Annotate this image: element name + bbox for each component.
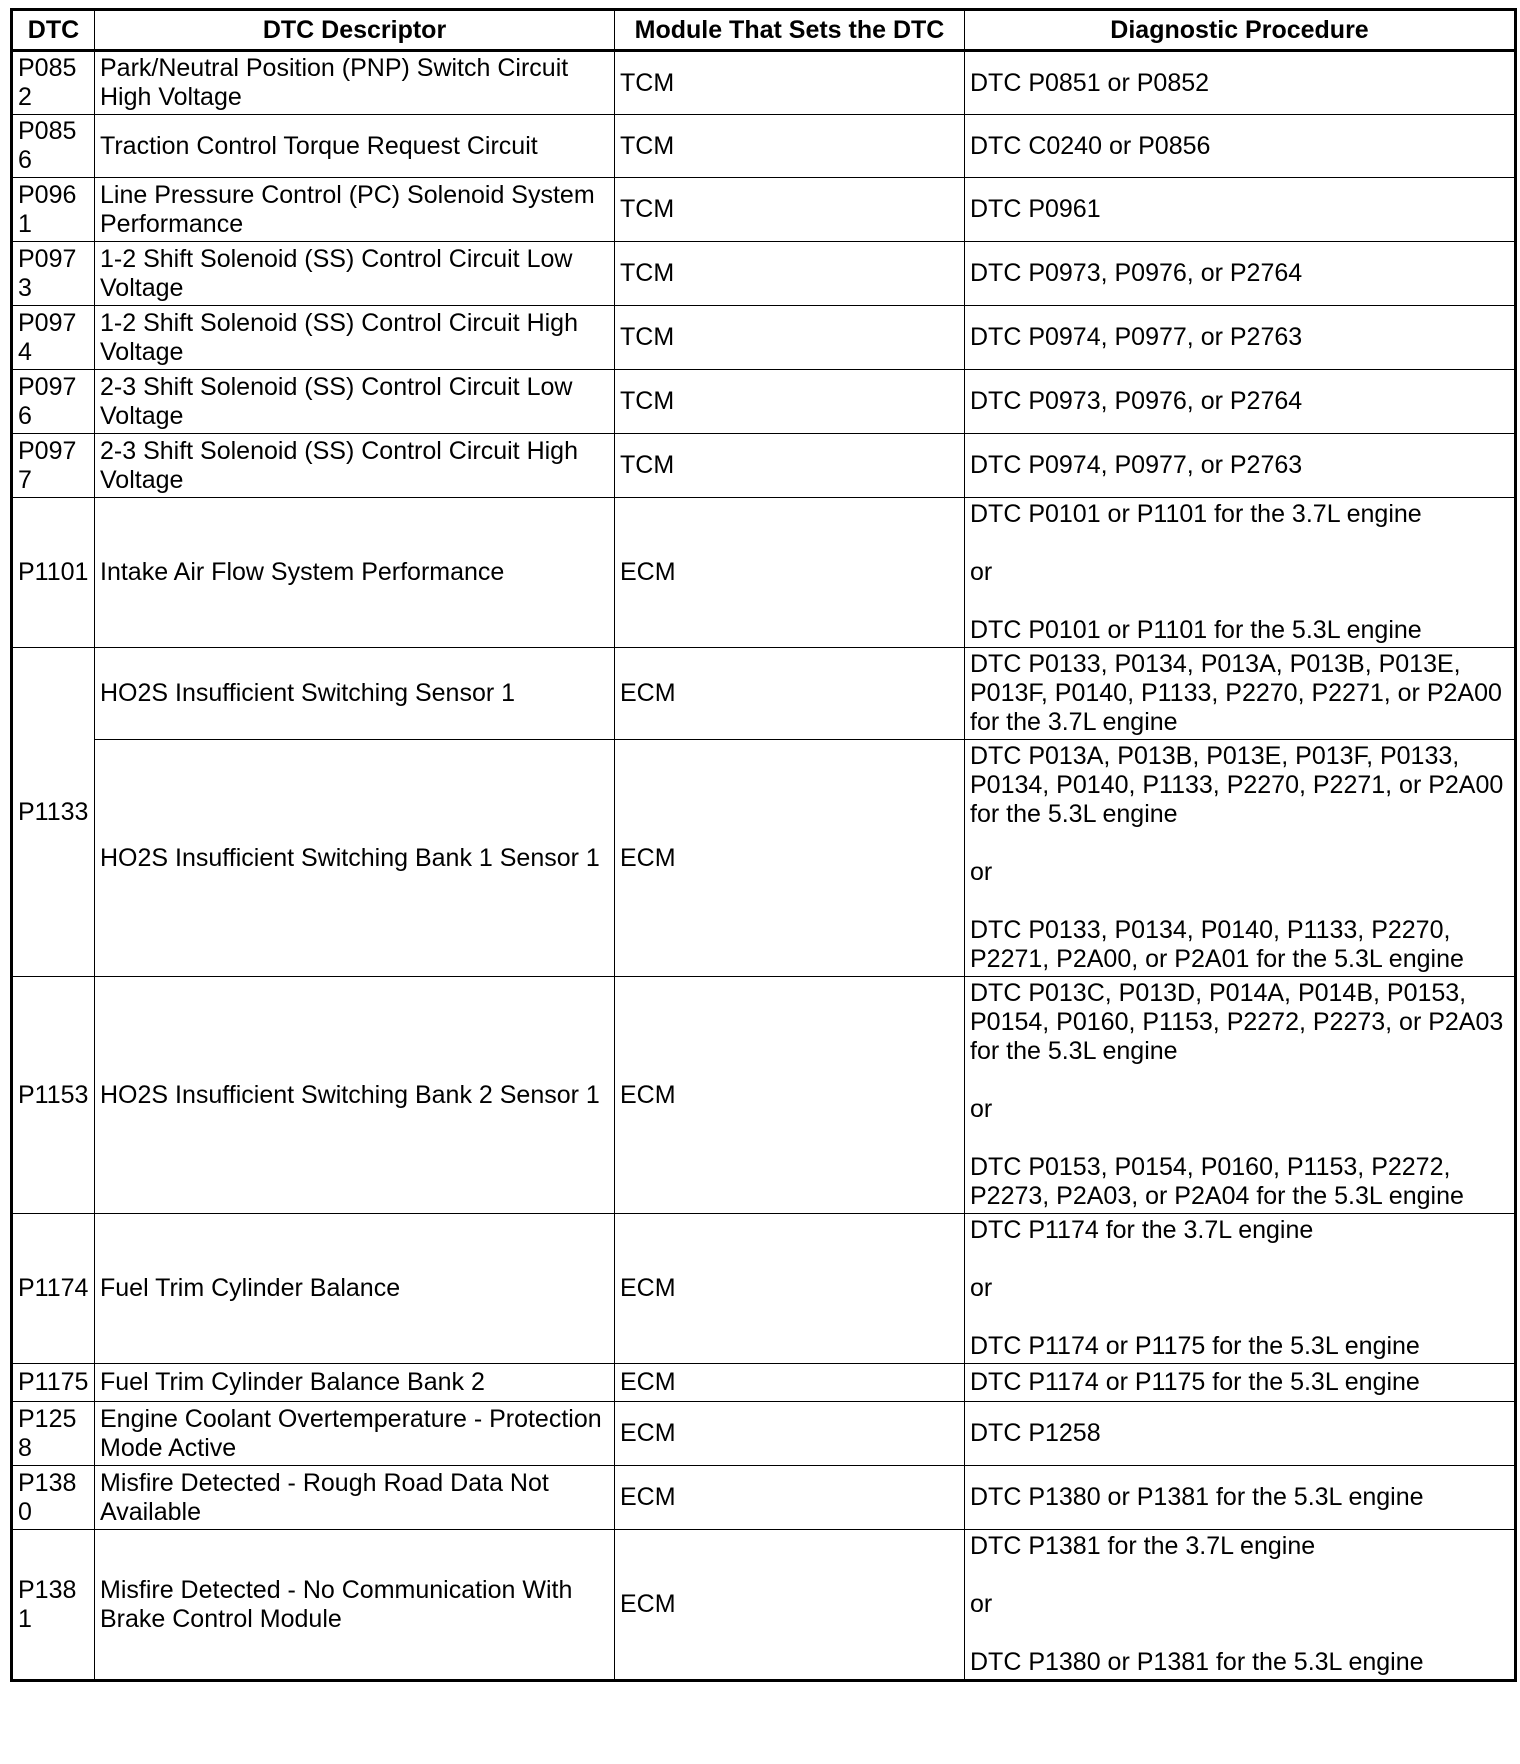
procedure-line: DTC P1380 or P1381 for the 5.3L engine	[970, 1483, 1424, 1511]
dtc-code: P1133	[12, 648, 95, 977]
procedure-line: DTC P0133, P0134, P013A, P013B, P013E, P013F, P0140, P1133, P2270, P2271, or P2A00 for the 3.7L engine	[970, 650, 1502, 736]
dtc-code: P1175	[12, 1364, 95, 1402]
dtc-module: TCM	[615, 434, 965, 498]
dtc-procedure	[965, 1530, 1516, 1681]
dtc-module: TCM	[615, 51, 965, 115]
dtc-descriptor: Fuel Trim Cylinder Balance	[95, 1214, 615, 1364]
procedure-line: DTC P1174 or P1175 for the 5.3L engine	[970, 1332, 1420, 1360]
table-body	[12, 51, 1516, 1681]
dtc-procedure	[965, 498, 1516, 648]
dtc-code: P0856	[12, 115, 95, 178]
dtc-module: ECM	[615, 498, 965, 648]
table-row	[12, 1364, 1516, 1402]
dtc-code: P0973	[12, 242, 95, 306]
dtc-procedure	[965, 178, 1516, 242]
dtc-procedure	[965, 434, 1516, 498]
table-row	[12, 498, 1516, 648]
dtc-descriptor: 1-2 Shift Solenoid (SS) Control Circuit Low Voltage	[95, 242, 615, 306]
dtc-descriptor: Misfire Detected - Rough Road Data Not Available	[95, 1466, 615, 1530]
procedure-line: DTC P0973, P0976, or P2764	[970, 259, 1303, 287]
procedure-line: DTC P013A, P013B, P013E, P013F, P0133, P0134, P0140, P1133, P2270, P2271, or P2A00 for the 5.3L engine	[970, 742, 1504, 828]
table-row	[12, 648, 1516, 740]
table-row	[12, 306, 1516, 370]
dtc-module: ECM	[615, 740, 965, 977]
dtc-procedure	[965, 370, 1516, 434]
dtc-descriptor: HO2S Insufficient Switching Bank 2 Sensor 1	[95, 977, 615, 1214]
header-module: Module That Sets the DTC	[615, 10, 965, 51]
dtc-module: ECM	[615, 1466, 965, 1530]
dtc-module: TCM	[615, 370, 965, 434]
header-dtc: DTC	[12, 10, 95, 51]
dtc-code: P1153	[12, 977, 95, 1214]
dtc-procedure	[965, 51, 1516, 115]
table-row	[12, 740, 1516, 977]
dtc-procedure	[965, 1402, 1516, 1466]
dtc-descriptor: Fuel Trim Cylinder Balance Bank 2	[95, 1364, 615, 1402]
procedure-or: or	[970, 1590, 993, 1618]
table-row	[12, 434, 1516, 498]
dtc-descriptor: 2-3 Shift Solenoid (SS) Control Circuit Low Voltage	[95, 370, 615, 434]
procedure-line: DTC P1381 for the 3.7L engine	[970, 1532, 1316, 1560]
dtc-module: ECM	[615, 1530, 965, 1681]
procedure-line: DTC P1174 for the 3.7L engine	[970, 1216, 1314, 1244]
dtc-descriptor: Traction Control Torque Request Circuit	[95, 115, 615, 178]
dtc-descriptor: HO2S Insufficient Switching Bank 1 Sensor 1	[95, 740, 615, 977]
dtc-descriptor: Intake Air Flow System Performance	[95, 498, 615, 648]
procedure-or: or	[970, 1274, 993, 1302]
procedure-line: DTC P1174 or P1175 for the 5.3L engine	[970, 1368, 1420, 1396]
header-procedure: Diagnostic Procedure	[965, 10, 1516, 51]
procedure-line: DTC P0133, P0134, P0140, P1133, P2270, P2271, P2A00, or P2A01 for the 5.3L engine	[970, 916, 1464, 973]
dtc-module: TCM	[615, 242, 965, 306]
dtc-descriptor: Engine Coolant Overtemperature - Protection Mode Active	[95, 1402, 615, 1466]
procedure-line: DTC P0101 or P1101 for the 3.7L engine	[970, 500, 1422, 528]
dtc-code: P0976	[12, 370, 95, 434]
procedure-line: DTC P0101 or P1101 for the 5.3L engine	[970, 616, 1422, 644]
dtc-code: P1258	[12, 1402, 95, 1466]
table-row	[12, 1530, 1516, 1681]
procedure-line: DTC P1258	[970, 1419, 1101, 1447]
dtc-descriptor: 2-3 Shift Solenoid (SS) Control Circuit High Voltage	[95, 434, 615, 498]
dtc-code: P1381	[12, 1530, 95, 1681]
procedure-line: DTC P0961	[970, 195, 1101, 223]
dtc-code: P0974	[12, 306, 95, 370]
procedure-or: or	[970, 858, 993, 886]
dtc-code: P1380	[12, 1466, 95, 1530]
dtc-procedure	[965, 242, 1516, 306]
table-row	[12, 1402, 1516, 1466]
table-row	[12, 370, 1516, 434]
procedure-line: DTC P0153, P0154, P0160, P1153, P2272, P2273, P2A03, or P2A04 for the 5.3L engine	[970, 1153, 1464, 1210]
table-row	[12, 1466, 1516, 1530]
dtc-descriptor: Park/Neutral Position (PNP) Switch Circuit High Voltage	[95, 51, 615, 115]
dtc-procedure	[965, 1466, 1516, 1530]
dtc-procedure	[965, 306, 1516, 370]
dtc-descriptor: Line Pressure Control (PC) Solenoid System Performance	[95, 178, 615, 242]
procedure-or: or	[970, 1095, 993, 1123]
dtc-procedure	[965, 115, 1516, 178]
dtc-module: ECM	[615, 1364, 965, 1402]
dtc-procedure	[965, 977, 1516, 1214]
dtc-module: TCM	[615, 178, 965, 242]
dtc-module: ECM	[615, 1214, 965, 1364]
procedure-line: DTC C0240 or P0856	[970, 131, 1211, 160]
procedure-line: DTC P0851 or P0852	[970, 68, 1210, 97]
procedure-or: or	[970, 558, 993, 586]
dtc-procedure	[965, 1214, 1516, 1364]
dtc-module: ECM	[615, 977, 965, 1214]
dtc-procedure	[965, 740, 1516, 977]
dtc-module: ECM	[615, 1402, 965, 1466]
procedure-line: DTC P0974, P0977, or P2763	[970, 451, 1303, 479]
table-row	[12, 115, 1516, 178]
header-descriptor: DTC Descriptor	[95, 10, 615, 51]
table-row	[12, 178, 1516, 242]
dtc-code: P1174	[12, 1214, 95, 1364]
dtc-code: P0852	[12, 51, 95, 115]
table-row	[12, 242, 1516, 306]
dtc-code: P1101	[12, 498, 95, 648]
procedure-line: DTC P0974, P0977, or P2763	[970, 323, 1303, 351]
dtc-table	[10, 8, 1517, 1682]
dtc-procedure	[965, 1364, 1516, 1402]
dtc-descriptor: Misfire Detected - No Communication With Brake Control Module	[95, 1530, 615, 1681]
dtc-code: P0961	[12, 178, 95, 242]
table-row	[12, 977, 1516, 1214]
dtc-code: P0977	[12, 434, 95, 498]
table-row	[12, 51, 1516, 115]
dtc-module: ECM	[615, 648, 965, 740]
dtc-procedure	[965, 648, 1516, 740]
table-row	[12, 1214, 1516, 1364]
dtc-module: TCM	[615, 306, 965, 370]
procedure-line: DTC P1380 or P1381 for the 5.3L engine	[970, 1648, 1424, 1676]
dtc-descriptor: HO2S Insufficient Switching Sensor 1	[95, 648, 615, 740]
dtc-descriptor: 1-2 Shift Solenoid (SS) Control Circuit High Voltage	[95, 306, 615, 370]
procedure-line: DTC P0973, P0976, or P2764	[970, 387, 1303, 415]
dtc-module: TCM	[615, 115, 965, 178]
procedure-line: DTC P013C, P013D, P014A, P014B, P0153, P0154, P0160, P1153, P2272, P2273, or P2A03 for the 5.3L engine	[970, 979, 1504, 1065]
header-row	[12, 10, 1516, 51]
